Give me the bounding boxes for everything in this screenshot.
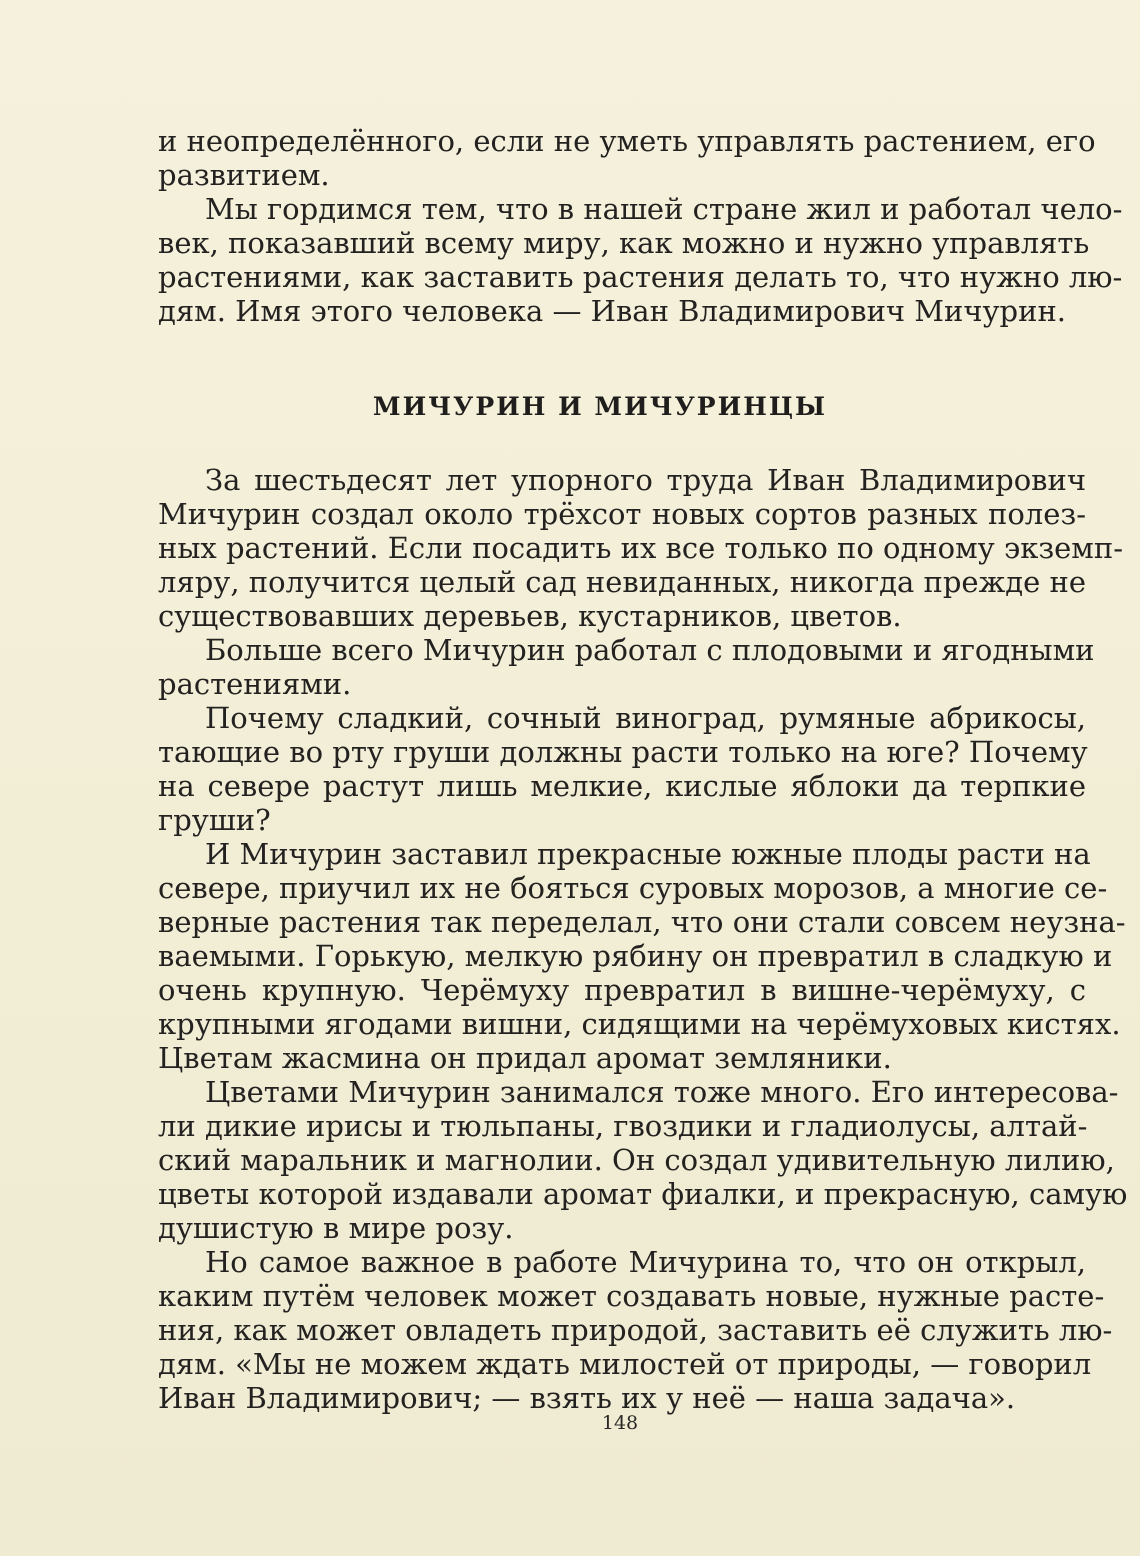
text-line: существовавших деревьев, кустарников, цветов.: [158, 599, 902, 633]
text-line: Но самое важное в работе Мичурина то, что он открыл,: [205, 1245, 1086, 1279]
text-line: век, показавший всему миру, как можно и нужно управлять: [158, 226, 1090, 260]
text-line: ский маральник и магнолии. Он создал удивительную лилию,: [158, 1143, 1115, 1177]
text-line: дям. «Мы не можем ждать милостей от природы, — говорил: [158, 1347, 1092, 1381]
text-line: растениями.: [158, 667, 352, 701]
text-line: севере, приучил их не бояться суровых морозов, а многие се-: [158, 871, 1108, 905]
text-line: на севере растут лишь мелкие, кислые яблоки да терпкие: [158, 769, 1086, 803]
text-line: цветы которой издавали аромат фиалки, и прекрасную, самую: [158, 1177, 1128, 1211]
text-line: ных растений. Если посадить их все только по одному экземп-: [158, 531, 1123, 565]
text-line: и неопределённого, если не уметь управлять растением, его: [158, 124, 1096, 158]
text-line: За шестьдесят лет упорного труда Иван Владимирович: [205, 463, 1086, 497]
text-line: верные растения так переделал, что они стали совсем неузна-: [158, 905, 1126, 939]
text-line: растениями, как заставить растения делать то, что нужно лю-: [158, 260, 1123, 294]
text-line: дям. Имя этого человека — Иван Владимирович Мичурин.: [158, 294, 1066, 328]
text-line: ли дикие ирисы и тюльпаны, гвоздики и гладиолусы, алтай-: [158, 1109, 1088, 1143]
text-line: очень крупную. Черёмуху превратил в вишне-черёмуху, с: [158, 973, 1086, 1007]
body-text: [158, 463, 1128, 1415]
text-line: ляру, получится целый сад невиданных, никогда прежде не: [158, 565, 1086, 599]
text-line: каким путём человек может создавать новые, нужные расте-: [158, 1279, 1105, 1313]
text-line: душистую в мире розу.: [158, 1211, 514, 1245]
text-line: Цветами Мичурин занимался тоже много. Его интересова-: [205, 1075, 1119, 1109]
intro-text: [158, 124, 1123, 328]
page-number: 148: [601, 1412, 639, 1434]
text-line: груши?: [158, 803, 271, 837]
section-heading: МИЧУРИН И МИЧУРИНЦЫ: [372, 392, 828, 421]
text-line: Больше всего Мичурин работал с плодовыми и ягодными: [205, 633, 1095, 667]
text-line: развитием.: [158, 158, 330, 192]
text-line: ния, как может овладеть природой, заставить её служить лю-: [158, 1313, 1113, 1347]
text-line: крупными ягодами вишни, сидящими на черёмуховых кистях.: [158, 1007, 1121, 1041]
text-line: тающие во рту груши должны расти только на юге? Почему: [158, 735, 1088, 769]
text-line: Мы гордимся тем, что в нашей стране жил и работал чело-: [205, 192, 1123, 226]
text-line: Почему сладкий, сочный виноград, румяные абрикосы,: [205, 701, 1086, 735]
text-line: И Мичурин заставил прекрасные южные плоды расти на: [205, 837, 1091, 871]
text-line: Мичурин создал около трёхсот новых сортов разных полез-: [158, 497, 1086, 531]
text-line: Иван Владимирович; — взять их у неё — наша задача».: [158, 1381, 1016, 1415]
text-line: Цветам жасмина он придал аромат земляники.: [158, 1041, 892, 1075]
text-line: ваемыми. Горькую, мелкую рябину он превратил в сладкую и: [158, 939, 1113, 973]
